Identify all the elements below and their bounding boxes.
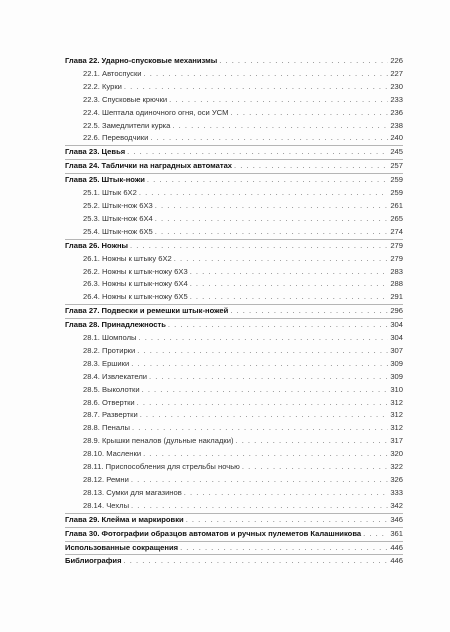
toc-section-entry (65, 266, 403, 279)
toc-leader-dots (149, 371, 388, 384)
toc-section-entry (65, 345, 403, 358)
toc-entry-title: 22.2. Курки (83, 81, 122, 91)
toc-entry-title: 22.4. Шептала одиночного огня, оси УСМ (83, 107, 229, 117)
table-of-contents (65, 55, 403, 568)
toc-entry-title: 28.2. Протирки (83, 345, 136, 355)
toc-section-entry (65, 474, 403, 487)
toc-leader-dots (124, 555, 389, 568)
toc-entry-title: 26.4. Ножны к штык-ножу 6Х5 (83, 292, 188, 302)
toc-page-number: 361 (390, 528, 403, 538)
toc-entry-title: Глава 29. Клейма и маркировки (65, 514, 184, 524)
toc-section-entry (65, 435, 403, 448)
toc-chapter-entry (65, 542, 403, 556)
toc-leader-dots (131, 474, 388, 487)
toc-page-number: 342 (390, 500, 403, 510)
toc-section-entry (65, 487, 403, 500)
toc-page-number: 279 (390, 240, 403, 250)
toc-page-number: 446 (390, 542, 403, 552)
toc-page-number: 257 (390, 161, 403, 171)
toc-entry-title: Глава 28. Принадлежность (65, 320, 166, 330)
toc-leader-dots (242, 461, 388, 474)
toc-entry-title: Использованные сокращения (65, 542, 179, 552)
toc-page-number: 236 (390, 107, 403, 117)
toc-entry-title: 26.3. Ножны к штык-ножу 6Х4 (83, 279, 188, 289)
toc-entry-title: 25.1. Штык 6Х2 (83, 188, 137, 198)
toc-entry-title: 26.1. Ножны к штыку 6Х2 (83, 253, 172, 263)
toc-entry-title: 22.6. Переводчики (83, 133, 149, 143)
toc-section-entry (65, 278, 403, 291)
toc-page-number: 304 (390, 333, 403, 343)
toc-page-number: 310 (390, 384, 403, 394)
toc-page-number: 312 (390, 397, 403, 407)
toc-entry-title: Глава 24. Таблички на наградных автоматах (65, 161, 233, 171)
toc-entry-title: 22.3. Спусковые крючки (83, 94, 168, 104)
toc-leader-dots (168, 319, 388, 332)
toc-page-number: 274 (390, 226, 403, 236)
toc-section-entry (65, 187, 403, 200)
toc-section-entry (65, 253, 403, 266)
toc-leader-dots (180, 542, 388, 555)
toc-entry-title: 28.1. Шомполы (83, 333, 137, 343)
toc-leader-dots (219, 55, 388, 68)
toc-leader-dots (155, 226, 389, 239)
toc-chapter-entry (65, 514, 403, 528)
toc-entry-title: 28.10. Масленки (83, 449, 142, 459)
toc-leader-dots (230, 305, 388, 318)
toc-section-entry (65, 422, 403, 435)
toc-page-number: 259 (390, 188, 403, 198)
toc-page-number: 296 (390, 306, 403, 316)
toc-entry-title: Библиография (65, 556, 122, 566)
toc-section-entry (65, 397, 403, 410)
toc-page-number: 261 (390, 200, 403, 210)
toc-section-entry (65, 409, 403, 422)
toc-entry-title: 28.14. Чехлы (83, 500, 130, 510)
toc-leader-dots (127, 146, 388, 159)
toc-page-number: 227 (390, 68, 403, 78)
toc-entry-title: 22.1. Автоспуски (83, 68, 142, 78)
toc-leader-dots (190, 278, 389, 291)
toc-page-number: 446 (390, 556, 403, 566)
toc-leader-dots (147, 174, 388, 187)
toc-page-number: 238 (390, 120, 403, 130)
toc-chapter-entry (65, 528, 403, 542)
toc-section-entry (65, 68, 403, 81)
toc-entry-title: Глава 22. Ударно-спусковые механизмы (65, 56, 218, 65)
toc-section-entry (65, 120, 403, 133)
toc-page-number: 259 (390, 175, 403, 185)
toc-entry-title: Глава 30. Фотографии образцов автоматов и ручных пулеметов Калашникова (65, 528, 362, 538)
toc-leader-dots (174, 253, 389, 266)
toc-leader-dots (190, 291, 389, 304)
toc-page-number: 333 (390, 487, 403, 497)
toc-entry-title: 28.11. Приспособления для стрельбы ночью (83, 462, 240, 472)
toc-page-number: 233 (390, 94, 403, 104)
toc-section-entry (65, 448, 403, 461)
toc-entry-title: 28.13. Сумки для магазинов (83, 487, 182, 497)
toc-entry-title: 28.6. Отвертки (83, 397, 135, 407)
toc-section-entry (65, 132, 403, 146)
toc-entry-title: Глава 27. Подвески и ремешки штык-ножей (65, 306, 229, 316)
toc-section-entry (65, 226, 403, 240)
toc-leader-dots (169, 94, 388, 107)
toc-entry-title: 25.2. Штык-нож 6Х3 (83, 200, 153, 210)
toc-leader-dots (150, 132, 388, 145)
toc-entry-title: 28.7. Развертки (83, 410, 138, 420)
toc-section-entry (65, 81, 403, 94)
toc-page-number: 326 (390, 475, 403, 484)
toc-page-number: 291 (390, 292, 403, 302)
toc-page-number: 307 (390, 345, 403, 355)
toc-leader-dots (132, 422, 388, 435)
toc-section-entry (65, 94, 403, 107)
toc-leader-dots (235, 435, 388, 448)
toc-leader-dots (137, 345, 388, 358)
toc-leader-dots (124, 81, 388, 94)
toc-chapter-entry (65, 146, 403, 160)
toc-section-entry (65, 332, 403, 345)
toc-section-entry (65, 200, 403, 213)
toc-section-entry (65, 213, 403, 226)
toc-leader-dots (363, 528, 388, 541)
toc-leader-dots (142, 384, 389, 397)
toc-entry-title: 28.4. Извлекатели (83, 371, 148, 381)
toc-page-number: 230 (390, 81, 403, 91)
toc-entry-title: Глава 25. Штык-ножи (65, 175, 145, 185)
toc-leader-dots (130, 240, 388, 253)
toc-page-number: 226 (390, 56, 403, 65)
toc-chapter-entry (65, 160, 403, 174)
toc-section-entry (65, 358, 403, 371)
toc-leader-dots (155, 213, 389, 226)
toc-page-number: 304 (390, 320, 403, 330)
toc-page-number: 283 (390, 266, 403, 276)
toc-entry-title: Глава 26. Ножны (65, 240, 129, 250)
toc-chapter-entry (65, 319, 403, 332)
toc-page-number: 245 (390, 147, 403, 157)
toc-leader-dots (186, 514, 389, 527)
toc-entry-title: 28.5. Выколотки (83, 384, 140, 394)
toc-entry-title: 26.2. Ножны к штык-ножу 6Х3 (83, 266, 188, 276)
toc-page-number: 265 (390, 213, 403, 223)
toc-page-number: 309 (390, 358, 403, 368)
toc-chapter-entry (65, 240, 403, 253)
toc-chapter-entry (65, 55, 403, 68)
toc-leader-dots (137, 397, 389, 410)
toc-chapter-entry (65, 174, 403, 187)
toc-section-entry (65, 500, 403, 514)
toc-leader-dots (139, 187, 388, 200)
toc-section-entry (65, 371, 403, 384)
toc-page-number: 346 (390, 514, 403, 524)
toc-page-number: 312 (390, 423, 403, 433)
toc-leader-dots (190, 266, 389, 279)
toc-chapter-entry (65, 305, 403, 319)
toc-leader-dots (155, 200, 389, 213)
toc-section-entry (65, 291, 403, 305)
toc-leader-dots (144, 68, 389, 81)
toc-section-entry (65, 461, 403, 474)
toc-leader-dots (138, 332, 388, 345)
toc-page-number: 279 (390, 253, 403, 263)
toc-leader-dots (172, 120, 388, 133)
toc-section-entry (65, 107, 403, 120)
toc-leader-dots (131, 358, 388, 371)
toc-leader-dots (140, 409, 389, 422)
toc-page-number: 322 (390, 462, 403, 472)
toc-entry-title: 25.4. Штык-нож 6Х5 (83, 226, 153, 236)
toc-leader-dots (143, 448, 388, 461)
toc-section-entry (65, 384, 403, 397)
toc-page-number: 317 (390, 436, 403, 446)
toc-entry-title: 22.5. Замедлители курка (83, 120, 171, 130)
toc-entry-title: 25.3. Штык-нож 6Х4 (83, 213, 153, 223)
toc-entry-title: 28.12. Ремни (83, 475, 129, 484)
toc-leader-dots (184, 487, 389, 500)
toc-page-number: 309 (390, 371, 403, 381)
toc-leader-dots (234, 160, 388, 173)
toc-entry-title: 28.9. Крышки пеналов (дульные накладки) (83, 436, 234, 446)
toc-page-number: 320 (390, 449, 403, 459)
toc-leader-dots (131, 500, 388, 513)
toc-page-number: 240 (390, 133, 403, 143)
toc-entry-title: 28.8. Пеналы (83, 423, 130, 433)
toc-leader-dots (230, 107, 388, 120)
toc-page-number: 288 (390, 279, 403, 289)
toc-chapter-entry (65, 555, 403, 568)
toc-page-number: 312 (390, 410, 403, 420)
toc-entry-title: Глава 23. Цевья (65, 147, 126, 157)
toc-entry-title: 28.3. Ершики (83, 358, 130, 368)
